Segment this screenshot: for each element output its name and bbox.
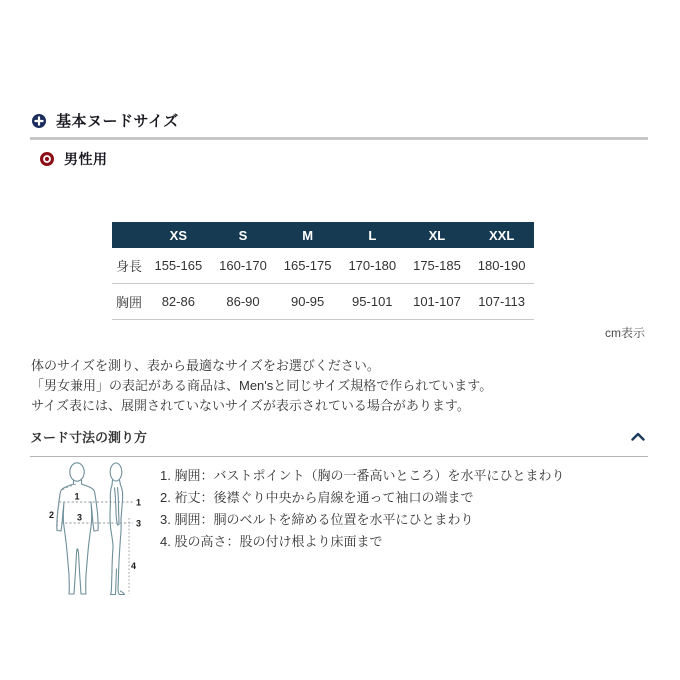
section-mens [40,149,108,169]
chevron-up-icon[interactable] [628,429,648,444]
record-circle-icon [40,152,54,166]
diagram-label-3-side: 3 [136,518,142,529]
body-measurement-diagram [48,461,148,606]
chest-xs: 82-86 [146,284,211,320]
size-table [112,222,534,320]
chest-s: 86-90 [211,284,276,320]
section-divider [30,137,648,140]
size-col-xxl: XXL [469,222,534,248]
size-table-corner [112,222,146,248]
measure-accordion-header[interactable] [30,427,648,446]
height-xxl: 180-190 [469,248,534,284]
measure-item: 2. 裄丈：後襟ぐり中央から肩線を通って袖口の端まで [160,490,474,505]
note-line: 「男女兼用」の表記がある商品は、Men'sと同じサイズ規格で作られています。 [31,378,493,393]
plus-circle-icon [32,114,46,128]
row-label-chest: 胸囲 [112,284,146,320]
measure-divider [30,456,648,457]
chest-m: 90-95 [275,284,340,320]
measure-item: 4. 股の高さ：股の付け根より床面まで [160,534,383,549]
height-s: 160-170 [211,248,276,284]
height-xs: 155-165 [146,248,211,284]
size-col-s: S [211,222,276,248]
chest-l: 95-101 [340,284,405,320]
row-label-height: 身長 [112,248,146,284]
section-basic-nude-size [32,110,179,131]
measure-item: 3. 胴囲：胴のベルトを締める位置を水平にひとまわり [160,512,474,527]
size-table-header-row [112,222,534,248]
height-m: 165-175 [275,248,340,284]
note-line: サイズ表には、展開されていないサイズが表示されている場合があります。 [31,398,470,413]
measure-item: 1. 胸囲：バストポイント（胸の一番高いところ）を水平にひとまわり [160,468,565,483]
size-col-xs: XS [146,222,211,248]
chest-xl: 101-107 [405,284,470,320]
diagram-label-2: 2 [49,510,55,520]
diagram-label-4: 4 [131,561,137,571]
height-xl: 175-185 [405,248,470,284]
unit-note: cm表示 [605,326,645,340]
note-line: 体のサイズを測り、表から最適なサイズをお選びください。 [31,358,380,373]
diagram-label-1-side: 1 [136,497,142,508]
measure-instructions [160,465,564,553]
table-row-chest [112,284,534,320]
diagram-label-3-front: 3 [77,512,83,523]
size-col-xl: XL [405,222,470,248]
size-col-l: L [340,222,405,248]
diagram-label-1-front: 1 [74,491,80,502]
size-notes [31,356,492,416]
section-basic-title: 基本ヌードサイズ [56,113,179,130]
size-col-m: M [275,222,340,248]
height-l: 170-180 [340,248,405,284]
section-mens-title: 男性用 [64,151,108,167]
chest-xxl: 107-113 [469,284,534,320]
table-row-height [112,248,534,284]
measure-section-title: ヌード寸法の測り方 [30,430,148,445]
